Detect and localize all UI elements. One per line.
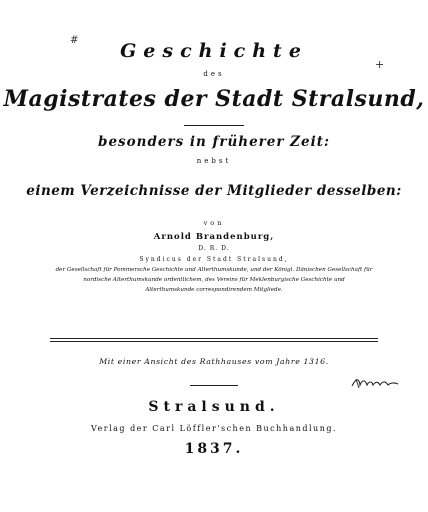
double-rule-top xyxy=(50,338,378,339)
title-subject: Magistrates der Stadt Stralsund, xyxy=(3,86,425,112)
title-nebst: nebst xyxy=(196,157,232,165)
hash-mark: # xyxy=(70,35,79,46)
divider-rule xyxy=(184,125,244,126)
title-qualifier: besonders in früherer Zeit: xyxy=(98,134,330,150)
membership-line: nordische Alterthumskunde ordentlichem, des Vereins für Meklenburgische Geschichte und xyxy=(83,277,345,283)
author-name: Arnold Brandenburg, xyxy=(153,232,275,242)
publisher-line: Verlag der Carl Löffler'schen Buchhandlung. xyxy=(90,424,338,433)
publication-place: Stralsund. xyxy=(148,399,280,415)
membership-line: der Gesellschaft für Pommersche Geschichte und Alterthumskunde, und der Königl. Dänischen Gesellschaft für xyxy=(55,267,373,273)
membership-line: Alterthumskunde correspondirendem Mitgliede. xyxy=(145,287,283,293)
main-title: Geschichte xyxy=(120,40,308,62)
publication-year: 1837. xyxy=(184,441,244,457)
byline-von: von xyxy=(203,219,225,227)
place-rule xyxy=(190,385,238,386)
illustration-note: Mit einer Ansicht des Rathhauses vom Jahre 1316. xyxy=(99,357,329,366)
author-degree: D. R. D. xyxy=(198,245,230,252)
plus-mark: + xyxy=(375,58,385,71)
author-role: Syndicus der Stadt Stralsund, xyxy=(139,256,289,263)
title-supplement: einem Verzeichnisse der Mitglieder desselben: xyxy=(26,183,402,199)
title-des: des xyxy=(203,70,225,78)
handwritten-signature xyxy=(350,376,400,390)
double-rule-bottom xyxy=(50,341,378,342)
